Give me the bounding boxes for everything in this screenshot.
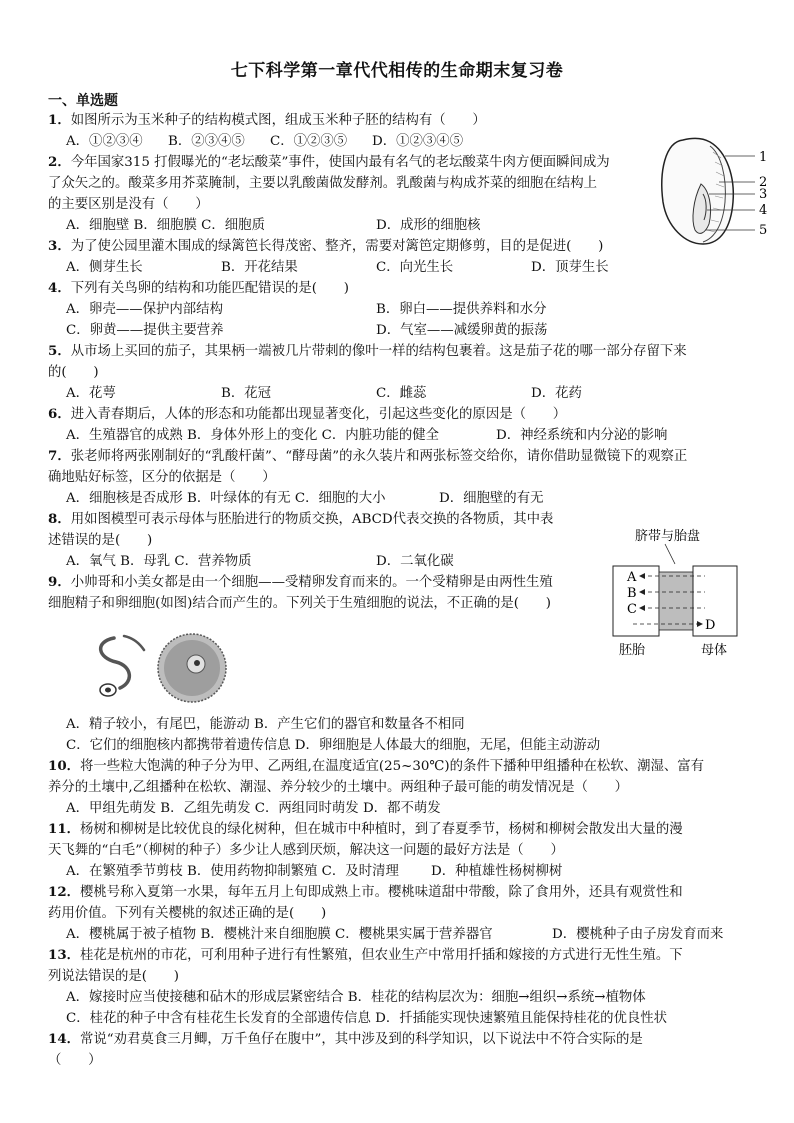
option: A．花萼 (66, 386, 116, 401)
embryo-label: 胚胎 (619, 643, 646, 658)
question-4-options-2 (66, 320, 547, 341)
question-1: 1．如图所示为玉米种子的结构模式图，组成玉米种子胚的结构有（ ） (48, 112, 486, 128)
question-8-options (66, 551, 454, 572)
corn-seed-diagram (655, 132, 790, 252)
exchange-letter-c: C (627, 602, 637, 617)
question-1-options (66, 131, 463, 152)
option: C．卵黄——提供主要营养 (66, 323, 224, 338)
question-11-line-2: 天飞舞的“白毛”（柳树的种子）多少让人感到厌烦，解决这一问题的最好方法是（ ） (48, 843, 564, 858)
question-12-options (66, 924, 723, 945)
question-13-options-2: C．桂花的种子中含有桂花生长发育的全部遗传信息 D．扦插能实现快速繁殖且能保持桂花的优良性状 (66, 1011, 668, 1026)
option: D．细胞壁的有无 (439, 491, 544, 506)
option: D．顶芽生长 (531, 260, 609, 275)
question-3-options (66, 257, 609, 278)
question-12: 12．樱桃号称入夏第一水果，每年五月上旬即成熟上市。樱桃味道甜中带酸，除了食用外，还具有观赏性和 (48, 884, 683, 900)
question-5: 5．从市场上买回的茄子，其果柄一端被几片带刺的像叶一样的结构包裹着。这是茄子花的哪一部分存留下来 (48, 343, 687, 359)
placenta-exchange-diagram (605, 524, 755, 664)
option: D．种植雄性杨树柳树 (431, 864, 563, 879)
question-13-options-1: A．嫁接时应当使接穗和砧木的形成层紧密结合 B．桂花的结构层次为：细胞→组织→系统→植物体 (66, 990, 646, 1005)
question-10: 10．将一些粒大饱满的种子分为甲、乙两组,在温度适宜(25~30℃)的条件下播种甲组播种在松软、潮湿、富有 (48, 758, 705, 774)
option: B．花冠 (221, 386, 272, 401)
option: A．卵壳——保护内部结构 (66, 302, 223, 317)
question-8: 8．用如图模型可表示母体与胚胎进行的物质交换，ABCD代表交换的各物质，其中表 (48, 511, 554, 527)
exchange-letter-b: B (627, 586, 637, 601)
question-9-options-2: C．它们的细胞核内都携带着遗传信息 D．卵细胞是人体最大的细胞，无尾，但能主动游动 (66, 738, 601, 753)
exchange-letter-d: D (705, 618, 716, 633)
option: D．花药 (531, 386, 582, 401)
question-13: 13．桂花是杭州的市花，可利用种子进行有性繁殖，但农业生产中常用扦插和嫁接的方式进行无性生殖。下 (48, 947, 683, 963)
option: D．气室——减缓卵黄的振荡 (376, 323, 548, 338)
question-7: 7．张老师将两张刚制好的“乳酸杆菌”、“酵母菌”的永久装片和两张标签交给你，请你借助显微镜下的观察正 (48, 448, 688, 464)
option: C．雌蕊 (376, 386, 427, 401)
question-8-line-2: 述错误的是( ) (48, 533, 153, 548)
option: B．开花结果 (221, 260, 298, 275)
option: A．细胞壁 B．细胞膜 C．细胞质 (66, 218, 265, 233)
question-10-options: A．甲组先萌发 B．乙组先萌发 C．两组同时萌发 D．都不萌发 (66, 801, 441, 816)
option: A．细胞核是否成形 B．叶绿体的有无 C．细胞的大小 (66, 491, 386, 506)
option: A．侧芽生长 (66, 260, 143, 275)
question-12-line-2: 药用价值。下列有关樱桃的叙述正确的是( ) (48, 906, 327, 921)
section-heading: 一、单选题 (48, 93, 118, 109)
option: B．②③④⑤ (168, 134, 245, 149)
question-2-options (66, 215, 480, 236)
corn-label-1: 1 (759, 150, 768, 165)
option: D．神经系统和内分泌的影响 (496, 428, 668, 443)
corn-label-5: 5 (759, 223, 768, 238)
corn-label-2: 2 (759, 175, 768, 190)
option: A．氧气 B．母乳 C．营养物质 (66, 554, 252, 569)
question-14: 14．常说“劝君莫食三月鲫，万千鱼仔在腹中”，其中涉及到的科学知识，以下说法中不符合实际的是 (48, 1031, 643, 1047)
question-5-options (66, 383, 582, 404)
question-3: 3．为了使公园里灌木围成的绿篱笆长得茂密、整齐，需要对篱笆定期修剪，目的是促进( ) (48, 238, 604, 254)
option: D．①②③④⑤ (372, 134, 464, 149)
option: A．在繁殖季节剪枝 B．使用药物抑制繁殖 C．及时清理 (66, 864, 399, 879)
question-2-line-3: 的主要区别是没有（ ） (48, 197, 209, 212)
exchange-letter-a: A (627, 570, 637, 585)
umbilical-placenta-label: 脐带与胎盘 (635, 529, 701, 544)
page-title: 七下科学第一章代代相传的生命期末复习卷 (230, 61, 564, 81)
question-4-options-1 (66, 299, 547, 320)
question-13-line-2: 列说法错误的是( ) (48, 969, 179, 984)
option: D．二氧化碳 (376, 554, 454, 569)
question-7-options (66, 488, 543, 509)
option: D．成形的细胞核 (376, 218, 481, 233)
question-11-options (66, 861, 562, 882)
option: C．向光生长 (376, 260, 454, 275)
corn-label-4: 4 (759, 203, 768, 218)
question-10-line-2: 养分的土壤中,乙组播种在松软、潮湿、养分较少的土壤中。两组种子最可能的萌发情况是（ ） (48, 780, 629, 795)
question-5-line-2: 的( ) (48, 365, 99, 380)
option: C．①②③⑤ (270, 134, 348, 149)
question-11: 11．杨树和柳树是比较优良的绿化树种，但在城市中种植时，到了春夏季节，杨树和柳树会散发出大量的漫 (48, 821, 683, 837)
option: A．生殖器官的成熟 B．身体外形上的变化 C．内脏功能的健全 (66, 428, 440, 443)
option: B．卵白——提供养料和水分 (376, 302, 547, 317)
question-9-options-1: A．精子较小，有尾巴，能游动 B．产生它们的器官和数量各不相同 (66, 717, 465, 732)
question-2-line-2: 了众矢之的。酸菜多用芥菜腌制，主要以乳酸菌做发酵剂。乳酸菌与构成芥菜的细胞在结构上 (48, 176, 598, 191)
question-14-line-2: （ ） (48, 1053, 102, 1068)
question-4: 4．下列有关鸟卵的结构和功能匹配错误的是( ) (48, 280, 349, 296)
option: A．①②③④ (66, 134, 143, 149)
question-7-line-2: 确地贴好标签，区分的依据是（ ） (48, 470, 276, 485)
option: A．樱桃属于被子植物 B．樱桃汁来自细胞膜 C．樱桃果实属于营养器官 (66, 927, 493, 942)
question-9: 9．小帅哥和小美女都是由一个细胞——受精卵发育而来的。一个受精卵是由两性生殖 (48, 574, 553, 590)
question-2: 2．今年国家315 打假曝光的“老坛酸菜”事件，使国内最有名气的老坛酸菜牛肉方便面瞬间成为 (48, 154, 610, 170)
question-6-options (66, 425, 667, 446)
option: D．樱桃种子由子房发育而来 (552, 927, 724, 942)
question-6: 6．进入青春期后，人体的形态和功能都出现显著变化，引起这些变化的原因是（ ） (48, 406, 567, 422)
mother-label: 母体 (701, 643, 728, 658)
question-9-line-2: 细胞精子和卵细胞(如图)结合而产生的。下列关于生殖细胞的说法，不正确的是( ) (48, 596, 551, 611)
sperm-egg-image (84, 628, 254, 708)
corn-label-3: 3 (759, 187, 768, 202)
